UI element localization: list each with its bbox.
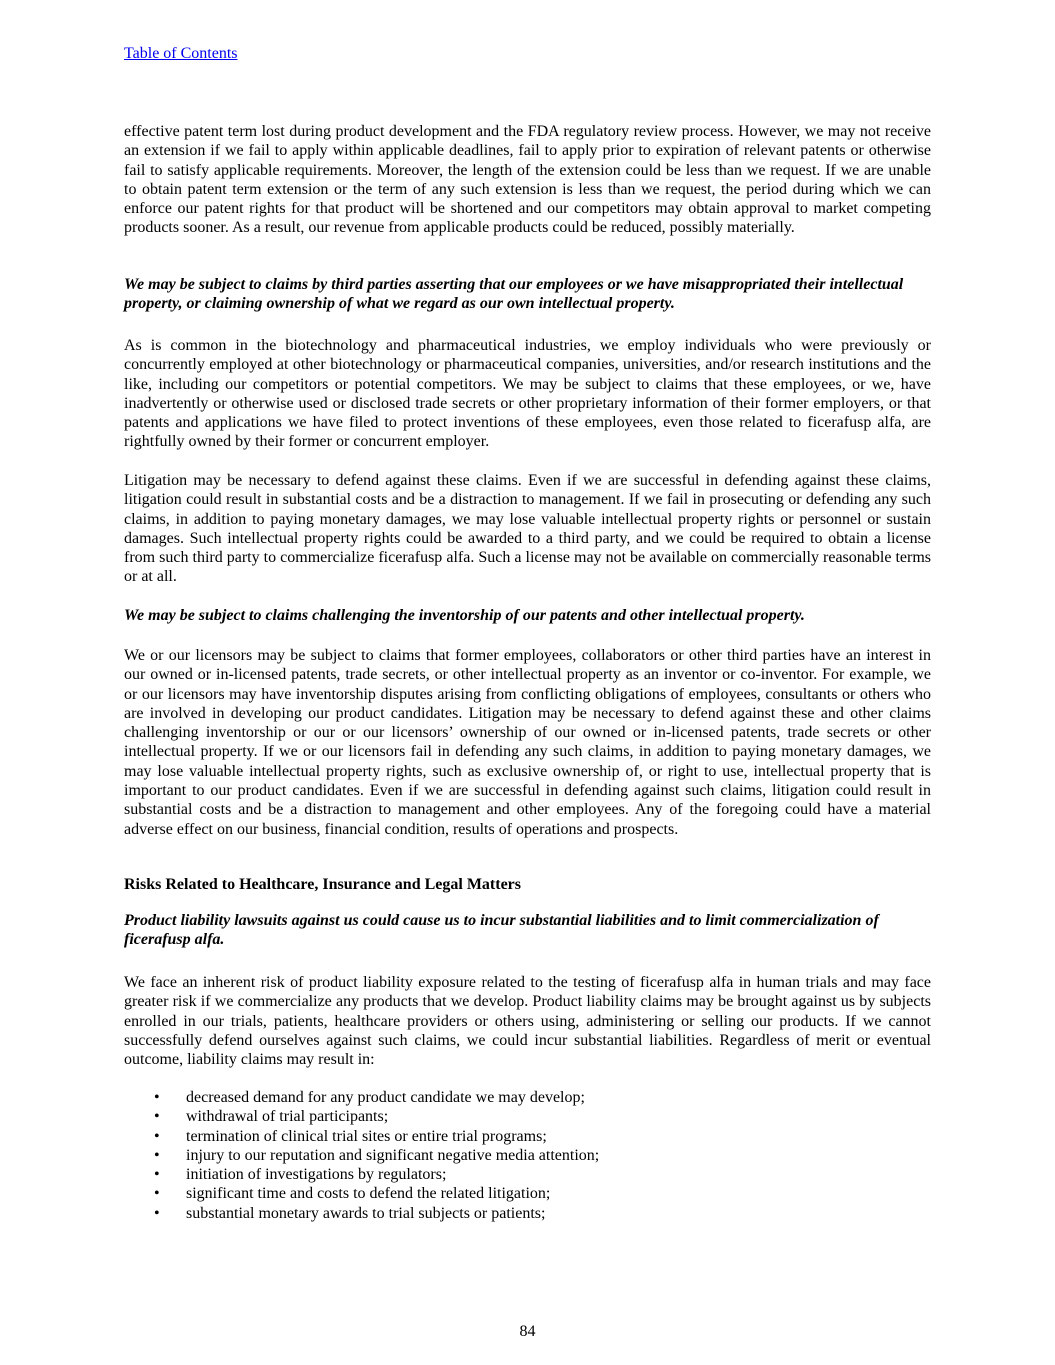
list-item-text: substantial monetary awards to trial subjects or patients; <box>186 1204 546 1222</box>
list-item <box>124 1127 931 1146</box>
paragraph-litigation: Litigation may be necessary to defend against these claims. Even if we are successful in defending against these claims, litigation could result in substantial costs and be a distraction to management. If we fail in prosecuting or defending any such claims, in addition to paying monetary damages, we may lose valuable intellectual property rights or personnel or sustain damages. Such intellectual property rights could be awarded to a third party, and we could be required to obtain a license from such third party to commercialize ficerafusp alfa. Such a license may not be available on commercially reasonable terms or at all. <box>124 472 931 586</box>
list-item <box>124 1107 931 1126</box>
list-item <box>124 1165 931 1184</box>
list-item-text: initiation of investigations by regulators; <box>186 1166 447 1184</box>
risk-heading-inventorship: We may be subject to claims challenging the inventorship of our patents and other intellectual property. <box>124 607 805 624</box>
paragraph-employee-claims: As is common in the biotechnology and pharmaceutical industries, we employ individuals who were previously or concurrently employed at other biotechnology or pharmaceutical companies, universities, and/or research institutions and the like, including our competitors or potential competitors. We may be subject to claims that these employees, or we, have inadvertently or otherwise used or disclosed trade secrets or other proprietary information of their former employers, or that patents and applications we have filed to protect inventions of these employees, even those related to ficerafusp alfa, are rightfully owned by their former or concurrent employer. <box>124 337 931 451</box>
liability-consequences-list <box>124 1088 931 1223</box>
list-item <box>124 1088 931 1107</box>
bullet-icon: • <box>154 1166 160 1184</box>
section-heading-healthcare-risks: Risks Related to Healthcare, Insurance and Legal Matters <box>124 876 521 893</box>
paragraph-inventorship-claims: We or our licensors may be subject to claims that former employees, collaborators or other third parties have an interest in our owned or in-licensed patents, trade secrets, or other intellectual property as an inventor or co-inventor. For example, we or our licensors may have inventorship disputes arising from conflicting obligations of employees, consultants or others who are involved in developing our product candidates. Litigation may be necessary to defend against these and other claims challenging inventorship or our or our licensors’ ownership of our owned or in-licensed patents, trade secrets or other intellectual property. If we or our licensors fail in defending any such claims, in addition to paying monetary damages, we may lose valuable intellectual property rights, such as exclusive ownership of, or right to use, intellectual property that is important to our product candidates. Even if we are successful in defending against such claims, litigation could result in substantial costs and be a distraction to management and other employees. Any of the foregoing could have a material adverse effect on our business, financial condition, results of operations and prospects. <box>124 647 931 838</box>
list-item-text: withdrawal of trial participants; <box>186 1108 389 1126</box>
list-item <box>124 1204 931 1223</box>
risk-heading-third-party-claims: We may be subject to claims by third parties asserting that our employees or we have misappropriated their intellectual property, or claiming ownership of what we regard as our own intellectual property. <box>124 276 904 313</box>
bullet-icon: • <box>154 1108 160 1126</box>
bullet-icon: • <box>154 1089 160 1106</box>
list-item-text: termination of clinical trial sites or entire trial programs; <box>186 1127 547 1145</box>
list-item-text: significant time and costs to defend the related litigation; <box>186 1185 551 1203</box>
table-of-contents-link[interactable]: Table of Contents <box>124 45 238 62</box>
bullet-icon: • <box>154 1185 160 1203</box>
bullet-icon: • <box>154 1146 160 1164</box>
list-item <box>124 1146 931 1165</box>
list-item-text: decreased demand for any product candidate we may develop; <box>186 1089 585 1106</box>
page-number: 84 <box>519 1323 536 1340</box>
list-item-text: injury to our reputation and significant negative media attention; <box>186 1146 600 1164</box>
bullet-icon: • <box>154 1127 160 1145</box>
risk-heading-product-liability: Product liability lawsuits against us could cause us to incur substantial liabilities and to limit commercialization of ficerafusp alfa. <box>124 912 879 949</box>
bullet-icon: • <box>154 1204 160 1222</box>
list-item <box>124 1184 931 1203</box>
paragraph-patent-term-extension: effective patent term lost during product development and the FDA regulatory review process. However, we may not receive an extension if we fail to apply within applicable deadlines, fail to apply prior to expiration of relevant patents or otherwise fail to satisfy applicable requirements. Moreover, the length of the extension could be less than we request. If we are unable to obtain patent term extension or the term of any such extension is less than we request, the period during which we can enforce our patent rights for that product will be shortened and our competitors may obtain approval to market competing products sooner. As a result, our revenue from applicable products could be reduced, possibly materially. <box>124 123 931 237</box>
paragraph-product-liability: We face an inherent risk of product liability exposure related to the testing of ficerafusp alfa in human trials and may face greater risk if we commercialize any products that we develop. Product liability claims may be brought against us by subjects enrolled in our trials, patients, healthcare providers or others using, administering or selling our products. If we cannot successfully defend ourselves against such claims, we could incur substantial liabilities. Regardless of merit or eventual outcome, liability claims may result in: <box>124 974 931 1069</box>
